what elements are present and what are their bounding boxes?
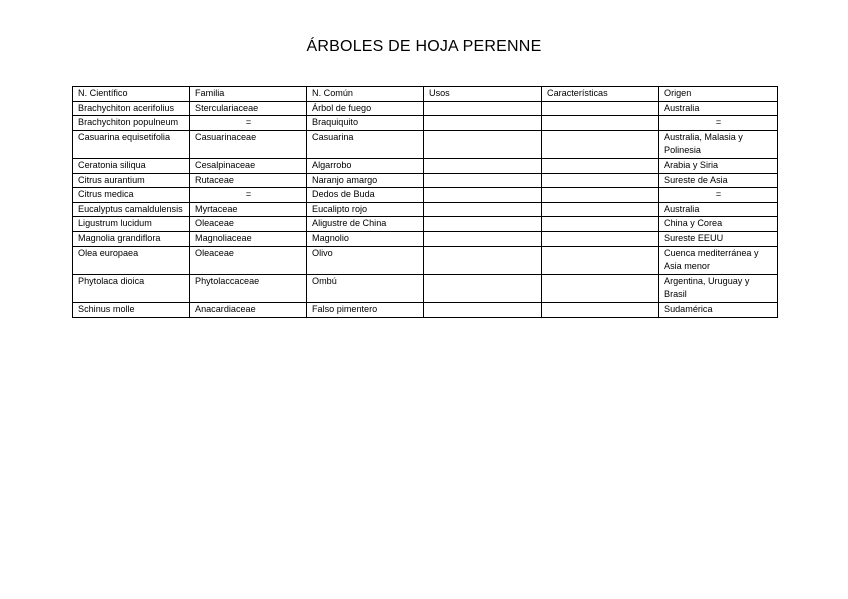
cell-origin: Australia (659, 202, 778, 217)
cell-characteristics (542, 202, 659, 217)
cell-uses (424, 217, 542, 232)
page-title: ÁRBOLES DE HOJA PERENNE (306, 38, 542, 55)
cell-family: Phytolaccaceae (190, 274, 307, 302)
cell-characteristics (542, 246, 659, 274)
cell-uses (424, 274, 542, 302)
cell-scientific-name: Eucalyptus camaldulensis (73, 202, 190, 217)
cell-origin: Sureste EEUU (659, 231, 778, 246)
cell-family: Oleaceae (190, 217, 307, 232)
cell-common-name: Dedos de Buda (307, 188, 424, 203)
table-row (73, 130, 778, 158)
cell-common-name: Eucalipto rojo (307, 202, 424, 217)
table-row (73, 202, 778, 217)
cell-family: = (190, 188, 307, 203)
cell-origin: Cuenca mediterránea y Asia menor (659, 246, 778, 274)
header-cell-origin: Origen (659, 87, 778, 102)
cell-characteristics (542, 116, 659, 131)
cell-scientific-name: Schinus molle (73, 302, 190, 317)
cell-common-name: Ombú (307, 274, 424, 302)
cell-characteristics (542, 217, 659, 232)
cell-family: Myrtaceae (190, 202, 307, 217)
cell-characteristics (542, 231, 659, 246)
cell-scientific-name: Casuarina equisetifolia (73, 130, 190, 158)
cell-family: Cesalpinaceae (190, 158, 307, 173)
cell-scientific-name: Phytolaca dioica (73, 274, 190, 302)
table-row (73, 101, 778, 116)
header-cell-uses: Usos (424, 87, 542, 102)
cell-uses (424, 130, 542, 158)
cell-scientific-name: Citrus aurantium (73, 173, 190, 188)
table-row (73, 217, 778, 232)
table-row (73, 188, 778, 203)
cell-origin: Sureste de Asia (659, 173, 778, 188)
cell-origin: = (659, 116, 778, 131)
cell-scientific-name: Citrus medica (73, 188, 190, 203)
cell-uses (424, 302, 542, 317)
cell-uses (424, 116, 542, 131)
cell-scientific-name: Brachychiton populneum (73, 116, 190, 131)
cell-characteristics (542, 130, 659, 158)
table-row (73, 302, 778, 317)
cell-common-name: Casuarina (307, 130, 424, 158)
table-header-row (73, 87, 778, 102)
table-body (73, 101, 778, 317)
cell-characteristics (542, 173, 659, 188)
cell-characteristics (542, 302, 659, 317)
cell-uses (424, 101, 542, 116)
cell-uses (424, 188, 542, 203)
cell-common-name: Naranjo amargo (307, 173, 424, 188)
cell-scientific-name: Magnolia grandiflora (73, 231, 190, 246)
cell-scientific-name: Olea europaea (73, 246, 190, 274)
cell-origin: Australia (659, 101, 778, 116)
header-cell-scientific-name: N. Científico (73, 87, 190, 102)
header-cell-family: Familia (190, 87, 307, 102)
cell-uses (424, 231, 542, 246)
cell-uses (424, 246, 542, 274)
trees-table (72, 86, 778, 318)
table-row (73, 231, 778, 246)
cell-scientific-name: Ligustrum lucidum (73, 217, 190, 232)
cell-family: Sterculariaceae (190, 101, 307, 116)
cell-family: Casuarinaceae (190, 130, 307, 158)
cell-characteristics (542, 188, 659, 203)
cell-common-name: Olivo (307, 246, 424, 274)
cell-origin: Australia, Malasia y Polinesia (659, 130, 778, 158)
cell-common-name: Magnolio (307, 231, 424, 246)
cell-common-name: Árbol de fuego (307, 101, 424, 116)
cell-scientific-name: Brachychiton acerifolius (73, 101, 190, 116)
cell-family: Oleaceae (190, 246, 307, 274)
table-row (73, 274, 778, 302)
cell-common-name: Algarrobo (307, 158, 424, 173)
cell-family: Anacardiaceae (190, 302, 307, 317)
table-row (73, 158, 778, 173)
cell-scientific-name: Ceratonia siliqua (73, 158, 190, 173)
cell-origin: China y Corea (659, 217, 778, 232)
cell-origin: = (659, 188, 778, 203)
table-row (73, 246, 778, 274)
cell-uses (424, 158, 542, 173)
cell-characteristics (542, 101, 659, 116)
header-cell-common-name: N. Común (307, 87, 424, 102)
cell-characteristics (542, 158, 659, 173)
cell-common-name: Aligustre de China (307, 217, 424, 232)
table-row (73, 173, 778, 188)
cell-family: Rutaceae (190, 173, 307, 188)
cell-common-name: Braquiquito (307, 116, 424, 131)
table-row (73, 116, 778, 131)
cell-family: Magnoliaceae (190, 231, 307, 246)
header-cell-characteristics: Características (542, 87, 659, 102)
cell-uses (424, 173, 542, 188)
cell-origin: Arabia y Siria (659, 158, 778, 173)
cell-origin: Argentina, Uruguay y Brasil (659, 274, 778, 302)
cell-family: = (190, 116, 307, 131)
cell-common-name: Falso pimentero (307, 302, 424, 317)
cell-characteristics (542, 274, 659, 302)
cell-origin: Sudamérica (659, 302, 778, 317)
cell-uses (424, 202, 542, 217)
